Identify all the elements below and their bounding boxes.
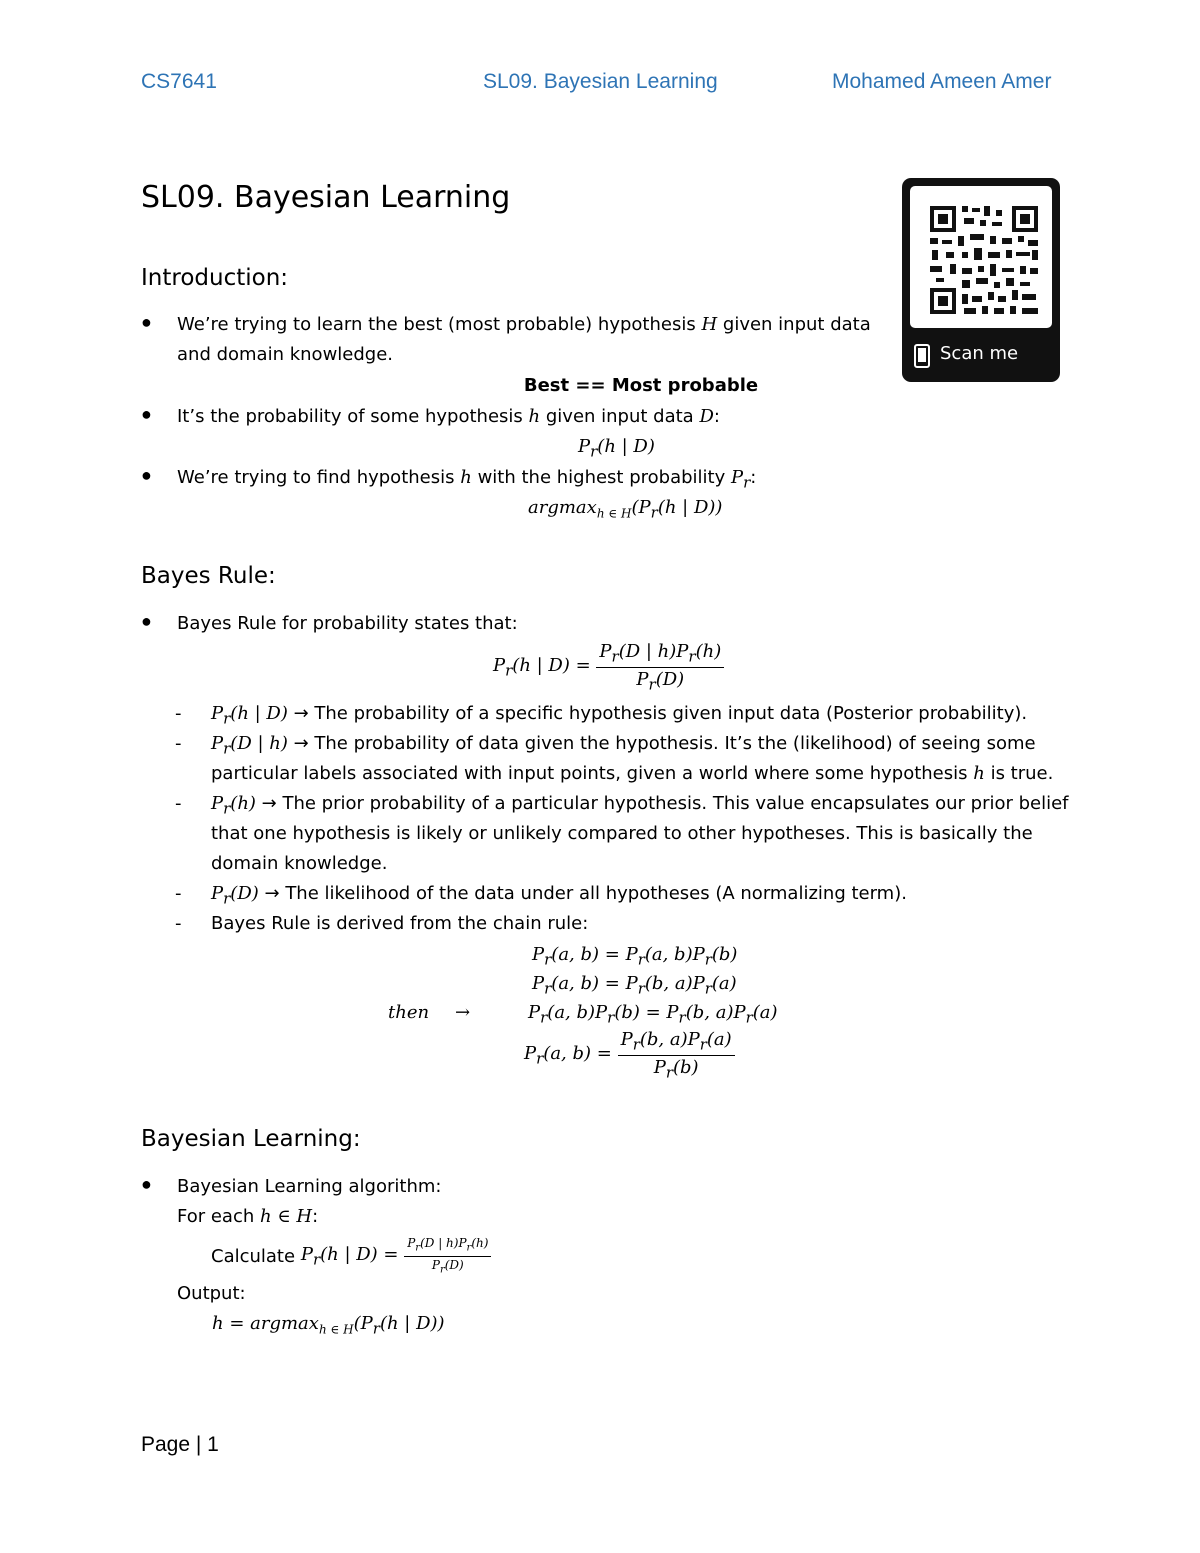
def-evidence: $P_r(D)$ → The likelihood of the data under all hypotheses (A normalizing term). — [211, 883, 907, 908]
arrow-icon: → — [455, 1002, 471, 1023]
qr-code-icon — [910, 186, 1052, 328]
dash-icon: - — [175, 883, 182, 904]
output-label: Output: — [177, 1283, 246, 1304]
bullet-icon: ● — [141, 312, 152, 332]
def-chain-rule: Bayes Rule is derived from the chain rule: — [211, 913, 589, 934]
def-prior-line-2: that one hypothesis is likely or unlikely compared to other hypotheses. This is basically the — [211, 823, 1033, 844]
bullet-icon: ● — [141, 1174, 152, 1194]
best-note: Best == Most probable — [523, 375, 759, 396]
def-prior-line-3: domain knowledge. — [211, 853, 388, 874]
intro-heading: Introduction: — [141, 265, 289, 291]
header-course: CS7641 — [141, 70, 217, 93]
qr-code-card[interactable] — [902, 178, 1060, 382]
qr-scan-label: Scan me — [940, 343, 1019, 364]
def-posterior: $P_r(h$ | D) → The probability of a specific hypothesis given input data (Posterior probability). — [211, 703, 1028, 728]
page-number: Page | 1 — [141, 1433, 219, 1456]
bullet-icon: ● — [141, 404, 152, 424]
learning-heading: Bayesian Learning: — [141, 1126, 361, 1152]
intro-bullet-2: It’s the probability of some hypothesis h given input data D: — [177, 406, 720, 427]
chain-eq-2: $P_r(a$, $b) = P_r(b$, $a)P_r(a)$ — [532, 973, 737, 998]
then-label: then — [388, 1002, 430, 1023]
chain-eq-4: $P_r(a$, b) = $\frac{P_r(b, a)P_r(a)}{P_r(b)}$ — [524, 1029, 735, 1081]
equation-output: $h = argmax_{h \in H}(P_r(h$ | D)) — [212, 1313, 445, 1338]
dash-icon: - — [175, 913, 182, 934]
def-prior-line-1: $P_r(h)$ → The prior probability of a particular hypothesis. This value encapsulates our prior belief — [211, 793, 1069, 818]
bayes-heading: Bayes Rule: — [141, 563, 276, 589]
chain-eq-1: $P_r(a$, $b) = P_r(a$, $b)P_r(b)$ — [532, 944, 738, 969]
intro-bullet-1-line-1: We’re trying to learn the best (most probable) hypothesis H given input data — [177, 314, 871, 335]
calculate-line: Calculate $P_r(h$ | D) = $\frac{P_r(D | h)P_r(h)}{P_r(D)}$ — [211, 1236, 491, 1278]
dash-icon: - — [175, 733, 182, 754]
bullet-icon: ● — [141, 465, 152, 485]
equation-bayes-rule: $P_r(h$ | D) = $\frac{P_r(D | h)P_r(h)}{P_r(D)}$ — [493, 641, 724, 693]
header-author: Mohamed Ameen Amer — [832, 70, 1052, 93]
dash-icon: - — [175, 703, 182, 724]
learning-bullet-1: Bayesian Learning algorithm: — [177, 1176, 442, 1197]
intro-bullet-1-line-2: and domain knowledge. — [177, 344, 394, 365]
intro-bullet-3: We’re trying to find hypothesis h with the highest probability $P_r$: — [177, 467, 757, 492]
def-likelihood-line-2: particular labels associated with input points, given a world where some hypothesis h is true. — [211, 763, 1054, 784]
chain-eq-3: $P_r(a$, $b)P_r(b) = P_r(b$, $a)P_r(a)$ — [528, 1002, 778, 1027]
dash-icon: - — [175, 793, 182, 814]
page-title: SL09. Bayesian Learning — [141, 180, 511, 215]
phone-icon — [914, 344, 930, 373]
header-doc-title: SL09. Bayesian Learning — [483, 70, 718, 93]
bullet-icon: ● — [141, 611, 152, 631]
bayes-bullet-1: Bayes Rule for probability states that: — [177, 613, 518, 634]
for-each-line: For each h ∈ H: — [177, 1206, 319, 1227]
def-likelihood-line-1: $P_r(D$ | h) → The probability of data given the hypothesis. It’s the (likelihood) of seeing some — [211, 733, 1036, 758]
equation-argmax: $argmax_{h \in H}(P_r(h$ | D)) — [528, 497, 723, 522]
equation-posterior: $P_r(h$ | D) — [578, 436, 655, 461]
